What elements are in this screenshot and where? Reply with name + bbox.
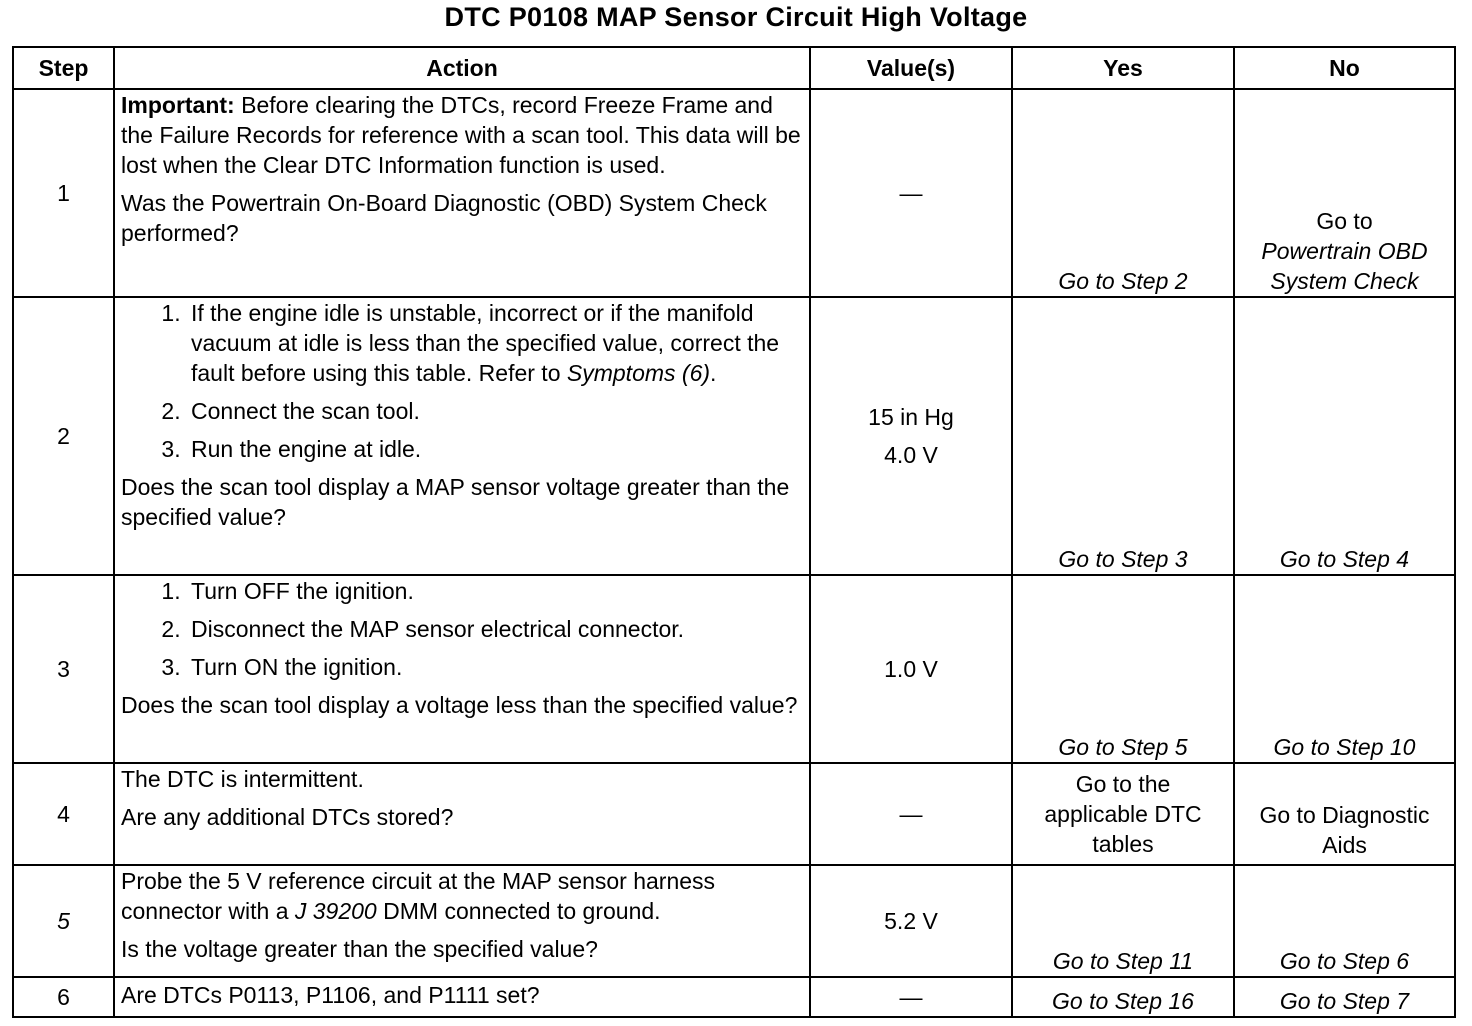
no-cell[interactable]: Go to Step 4	[1234, 297, 1455, 575]
step-number: 5	[13, 865, 114, 977]
value-cell: —	[810, 763, 1012, 865]
table-row-step-4	[13, 763, 1455, 865]
action-list	[121, 298, 803, 464]
header-values: Value(s)	[810, 47, 1012, 89]
list-item: 3. Run the engine at idle.	[187, 434, 803, 464]
diagnostic-table	[12, 46, 1456, 1018]
action-cell	[114, 89, 810, 297]
list-item: 1. Turn OFF the ignition.	[187, 576, 803, 606]
action-instruction: Probe the 5 V reference circuit at the MAP sensor harness connector with a J 39200 DMM connected to ground.	[121, 868, 716, 924]
value-cell: 1.0 V	[810, 575, 1012, 763]
no-prefix: Go to	[1316, 208, 1373, 234]
value-cell: —	[810, 89, 1012, 297]
action-question: Does the scan tool display a MAP sensor voltage greater than the specified value?	[121, 474, 790, 530]
header-no: No	[1234, 47, 1455, 89]
step-number: 3	[13, 575, 114, 763]
no-cell[interactable]: Go to Step 10	[1234, 575, 1455, 763]
table-row-step-5	[13, 865, 1455, 977]
page-title: DTC P0108 MAP Sensor Circuit High Voltage	[444, 2, 1028, 32]
action-important	[121, 90, 803, 180]
no-cell[interactable]	[1234, 89, 1455, 297]
no-cell[interactable]: Go to Diagnostic Aids	[1234, 763, 1455, 865]
list-item: 2. Disconnect the MAP sensor electrical connector.	[187, 614, 803, 644]
header-step: Step	[13, 47, 114, 89]
table-row-step-6	[13, 977, 1455, 1017]
value-cell	[810, 297, 1012, 575]
step-number: 6	[13, 977, 114, 1017]
step-number: 2	[13, 297, 114, 575]
yes-cell[interactable]: Go to the applicable DTC tables	[1012, 763, 1234, 865]
value-vacuum: 15 in Hg	[868, 404, 954, 430]
yes-cell[interactable]: Go to Step 5	[1012, 575, 1234, 763]
no-link[interactable]: Powertrain OBD System Check	[1261, 238, 1428, 294]
table-row-step-1	[13, 89, 1455, 297]
list-item: 3. Turn ON the ignition.	[187, 652, 803, 682]
action-statement: The DTC is intermittent.	[121, 766, 364, 792]
value-voltage: 4.0 V	[884, 442, 938, 468]
table-row-step-3	[13, 575, 1455, 763]
header-row	[13, 47, 1455, 89]
no-cell[interactable]: Go to Step 7	[1234, 977, 1455, 1017]
action-question: Does the scan tool display a voltage less than the specified value?	[121, 692, 798, 718]
header-action: Action	[114, 47, 810, 89]
action-cell	[114, 297, 810, 575]
important-text: Before clearing the DTCs, record Freeze Frame and the Failure Records for reference with a scan tool. This data will be lost when the Clear DTC Information function is used.	[121, 92, 801, 178]
list-item: 1. If the engine idle is unstable, incorrect or if the manifold vacuum at idle is less than the specified value, correct the fault before using this table. Refer to Symptoms (6).	[187, 298, 803, 388]
action-cell	[114, 575, 810, 763]
no-cell[interactable]: Go to Step 6	[1234, 865, 1455, 977]
value-cell: —	[810, 977, 1012, 1017]
step-number: 4	[13, 763, 114, 865]
step-number: 1	[13, 89, 114, 297]
action-question: Was the Powertrain On-Board Diagnostic (OBD) System Check performed?	[121, 190, 767, 246]
yes-cell[interactable]: Go to Step 11	[1012, 865, 1234, 977]
symptoms-link[interactable]: Symptoms (6)	[566, 360, 711, 386]
action-cell	[114, 763, 810, 865]
yes-cell[interactable]: Go to Step 16	[1012, 977, 1234, 1017]
action-question: Is the voltage greater than the specified value?	[121, 936, 598, 962]
list-item: 2. Connect the scan tool.	[187, 396, 803, 426]
header-yes: Yes	[1012, 47, 1234, 89]
yes-cell[interactable]: Go to Step 2	[1012, 89, 1234, 297]
important-label: Important:	[121, 92, 235, 118]
action-cell	[114, 865, 810, 977]
yes-cell[interactable]: Go to Step 3	[1012, 297, 1234, 575]
action-list	[121, 576, 803, 682]
table-row-step-2	[13, 297, 1455, 575]
value-cell: 5.2 V	[810, 865, 1012, 977]
tool-number: J 39200	[294, 898, 377, 924]
action-question: Are any additional DTCs stored?	[121, 804, 454, 830]
action-cell: Are DTCs P0113, P1106, and P1111 set?	[114, 977, 810, 1017]
